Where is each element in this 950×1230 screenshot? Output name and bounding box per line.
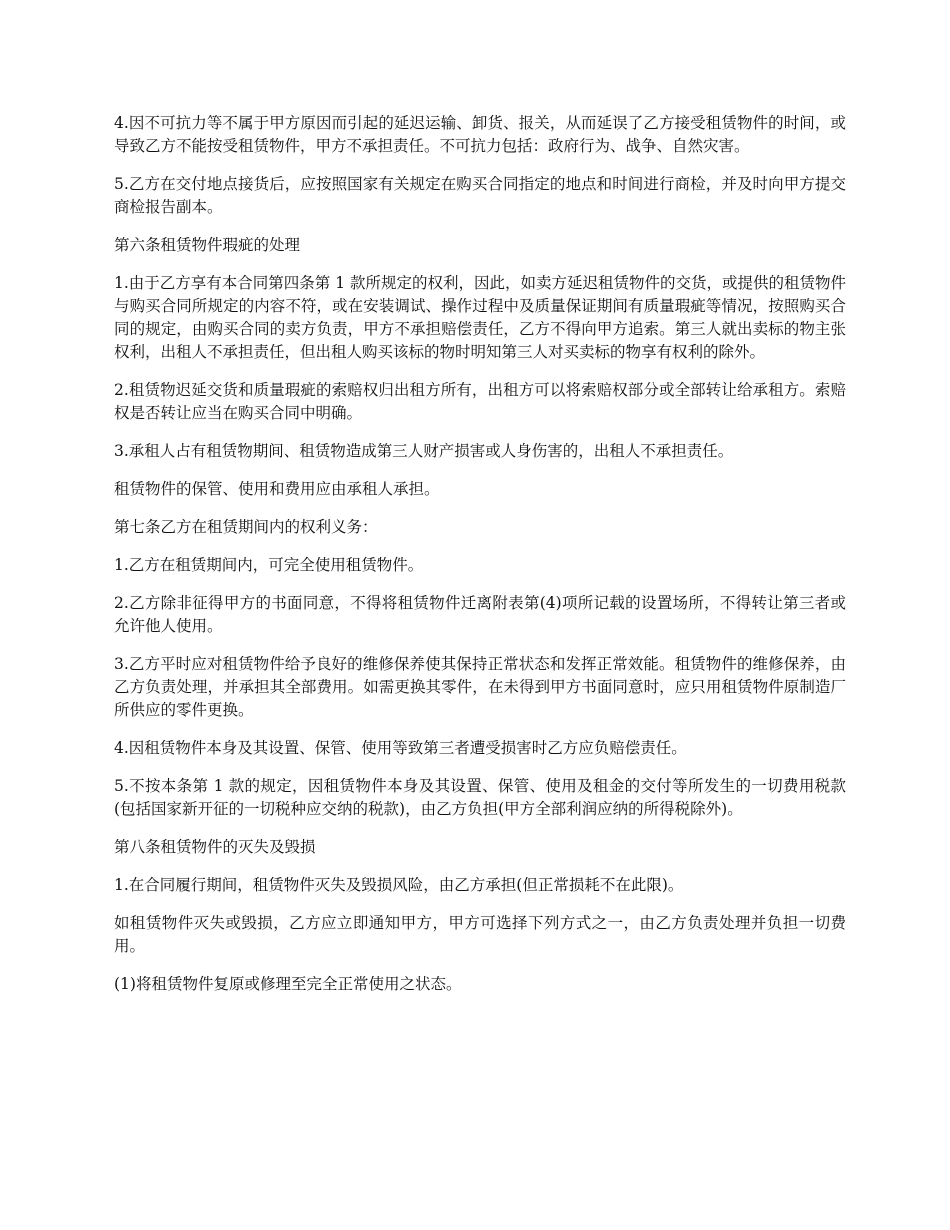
paragraph-third-party-damage: 3.承租人占有租赁物期间、租赁物造成第三人财产损害或人身伤害的，出租人不承担责任。 bbox=[114, 442, 734, 460]
paragraph-custody-costs: 租赁物件的保管、使用和费用应由承租人承担。 bbox=[114, 480, 440, 498]
paragraph-claim-rights: 2.租赁物迟延交货和质量瑕疵的索赔权归出租方所有，出租方可以将索赔权部分或全部转让给承租方。索赔权是否转让应当在购买合同中明确。 bbox=[114, 381, 846, 422]
section-heading-article-8: 第八条租赁物件的灭失及毁损 bbox=[114, 838, 316, 856]
paragraph-loss-notice: 如租赁物件灭失或毁损，乙方应立即通知甲方，甲方可选择下列方式之一，由乙方负责处理并负担一切费用。 bbox=[114, 914, 846, 955]
paragraph-third-party-compensation: 4.因租赁物件本身及其设置、保管、使用等致第三者遭受损害时乙方应负赔偿责任。 bbox=[114, 739, 687, 757]
paragraph-use-right: 1.乙方在租赁期间内，可完全使用租赁物件。 bbox=[114, 556, 424, 574]
section-heading-article-7: 第七条乙方在租赁期间内的权利义务： bbox=[114, 518, 378, 536]
paragraph-maintenance: 3.乙方平时应对租赁物件给予良好的维修保养使其保持正常状态和发挥正常效能。租赁物件的维修保养，由乙方负责处理，并承担其全部费用。如需更换其零件，在未得到甲方书面同意时，应只用租赁物件原制造厂所供应的零件更换。 bbox=[114, 655, 846, 719]
section-heading-article-6: 第六条租赁物件瑕疵的处理 bbox=[114, 236, 301, 254]
paragraph-taxes: 5.不按本条第 1 款的规定，因租赁物件本身及其设置、保管、使用及租金的交付等所发生的一切费用税款(包括国家新开征的一切税种应交纳的税款)，由乙方负担(甲方全部利润应纳的所得税除外)。 bbox=[114, 777, 846, 818]
paragraph-loss-risk: 1.在合同履行期间，租赁物件灭失及毁损风险，由乙方承担(但正常损耗不在此限)。 bbox=[114, 876, 684, 894]
document-page bbox=[114, 112, 846, 1011]
paragraph-inspection: 5.乙方在交付地点接货后，应按照国家有关规定在购买合同指定的地点和时间进行商检，并及时向甲方提交商检报告副本。 bbox=[114, 175, 846, 216]
paragraph-relocation: 2.乙方除非征得甲方的书面同意，不得将租赁物件迁离附表第(4)项所记载的设置场所，不得转让第三者或允许他人使用。 bbox=[114, 594, 846, 635]
paragraph-defect-liability: 1.由于乙方享有本合同第四条第 1 款所规定的权利，因此，如卖方延迟租赁物件的交货，或提供的租赁物件与购买合同所规定的内容不符，或在安装调试、操作过程中及质量保证期间有质量瑕疵等情况，按照购买合同的规定，由购买合同的卖方负责，甲方不承担赔偿责任，乙方不得向甲方追索。第三人就出卖标的物主张权利，出租人不承担责任，但出租人购买该标的物时明知第三人对买卖标的物享有权利的除外。 bbox=[114, 274, 847, 361]
paragraph-force-majeure: 4.因不可抗力等不属于甲方原因而引起的延迟运输、卸货、报关，从而延误了乙方接受租赁物件的时间，或导致乙方不能按受租赁物件，甲方不承担责任。不可抗力包括：政府行为、战争、自然灾害。 bbox=[114, 114, 846, 155]
paragraph-restore-option: (1)将租赁物件复原或修理至完全正常使用之状态。 bbox=[114, 975, 462, 993]
